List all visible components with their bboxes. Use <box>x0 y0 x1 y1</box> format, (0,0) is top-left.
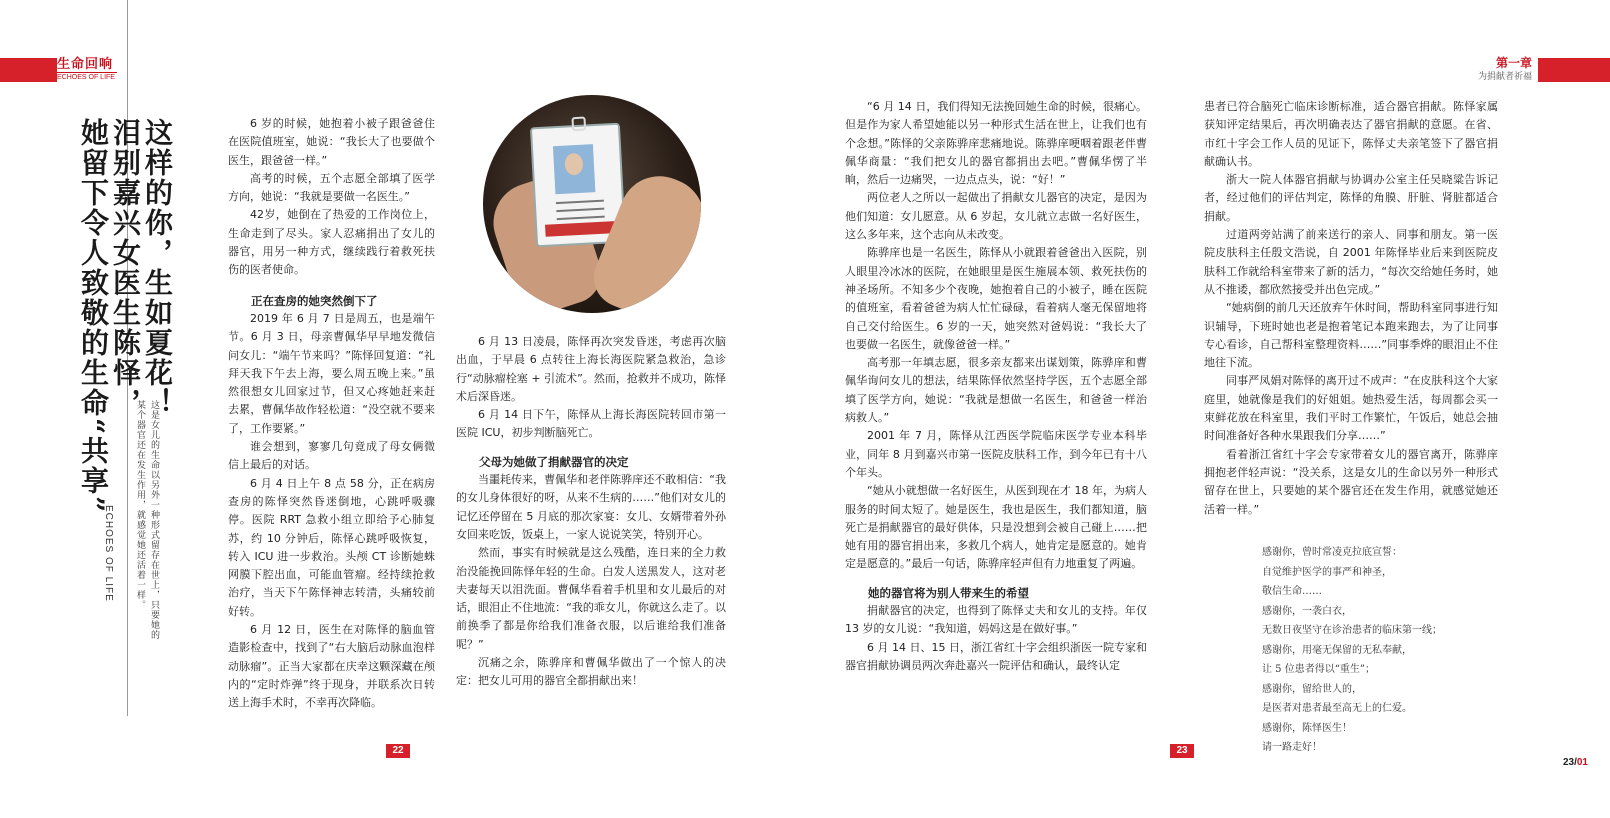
paragraph: 谁会想到，寥寥几句竟成了母女俩微信上最后的对话。 <box>228 440 435 472</box>
chapter-title: 第一章 <box>1495 56 1532 70</box>
hospital-logo-strip <box>545 221 618 237</box>
chapter-header <box>1478 56 1532 83</box>
paragraph: 6 岁的时候，她抱着小被子跟爸爸住在医院值班室，她说：“我长大了也要做个医生，跟爸爸一样。” <box>228 117 435 167</box>
section-heading: 正在查房的她突然倒下了 <box>251 293 378 308</box>
paragraph: 高考的时候，五个志愿全部填了医学方向，她说：“我就是要做一名医生。” <box>228 171 435 204</box>
chapter-subtitle: 为捐献者祈福 <box>1477 72 1532 82</box>
poem-line: 感谢你，一袭白衣， <box>1262 605 1352 617</box>
article-column-1 <box>228 115 435 713</box>
paragraph: 患者已符合脑死亡临床诊断标准，适合器官捐献。陈怿家属获知评定结果后，再次明确表达了器官捐献的意愿。在省、市红十字会工作人员的见证下，陈怿丈夫亲笔签下了器官捐献确认书。 <box>1204 100 1498 168</box>
paragraph: 看着浙江省红十字会专家带着女儿的器官离开，陈骅庠拥抱老伴轻声说：“没关系，这是女儿的生命以另外一种形式留存在世上，只要她的某个器官还在发生作用，就感觉她还活着一样。” <box>1204 447 1498 516</box>
badge-clip <box>571 117 586 132</box>
poem-line: 感谢你，陈怿医生！ <box>1262 722 1352 734</box>
paragraph: 同事严凤娟对陈怿的离开过不成声：“在皮肤科这个大家庭里，她就像是我们的好姐姐。她热爱生活，每周都会买一束鲜花放在科室里，我们平时工作繁忙，午饭后，她总会抽时间准备好各种水果跟我们分享……” <box>1204 374 1498 443</box>
paragraph: 浙大一院人体器官捐献与协调办公室主任吴晓粱告诉记者，经过他们的评估判定，陈怿的角膜、肝脏、肾脏都适合捐献。 <box>1204 173 1498 223</box>
paragraph: 当噩耗传来，曹佩华和老伴陈骅庠还不敢相信：“我的女儿身体很好的呀，从来不生病的……”他们对女儿的记忆还停留在 5 月底的那次家宴：女儿、女婿带着外孙女回来吃饭，饭桌上，一家人说说笑笑，特别开心。 <box>456 473 726 541</box>
paragraph: 捐献器官的决定，也得到了陈怿丈夫和女儿的支持。年仅 13 岁的女儿说：“我知道，妈妈这是在做好事。” <box>845 604 1147 636</box>
poem-line: 感谢你，用毫无保留的无私奉献， <box>1262 644 1412 656</box>
page-number-corner <box>1563 757 1588 768</box>
tribute-poem <box>1262 543 1442 758</box>
paragraph: 高考那一年填志愿，很多亲友都来出谋划策，陈骅庠和曹佩华询问女儿的想法，结果陈怿依然坚持学医，五个志愿全部填了医学方向，她说：“我就是想做一名医生，和爸爸一样治病救人。” <box>845 356 1147 425</box>
paragraph: 6 月 14 日、15 日，浙江省红十字会组织浙医一院专家和器官捐献协调员两次奔赴嘉兴一院评估和确认，最终认定 <box>845 640 1147 672</box>
paragraph: 过道两旁站满了前来送行的亲人、同事和朋友。第一医院皮肤科主任殷文浩说，自 2001 年陈怿毕业后来到医院皮肤科工作就给科室带来了新的活力，“每次交给她任务时，她从不推诿，都欣然接受并出色完成。” <box>1204 228 1498 296</box>
paragraph: 然而，事实有时候就是这么残酷，连日来的全力救治没能挽回陈怿年轻的生命。白发人送黑发人，这对老夫妻每天以泪洗面。曹佩华看着手机里和女儿最后的对话，眼泪止不住地流：“我的乖女儿，你就这么走了。以前换季了都是你给我们准备衣服，以后谁给我们准备呢？” <box>456 546 726 651</box>
header-red-bar-right <box>1538 58 1610 82</box>
paragraph: “6 月 14 日，我们得知无法挽回她生命的时候，很痛心。但是作为家人希望她能以另一种形式生活在世上，让我们也有个念想。”陈怿的父亲陈骅庠悲痛地说。陈骅庠哽咽着跟老伴曹佩华商量：“我们把女儿的器官都捐出去吧。”曹佩华愣了半晌，然后一边痛哭，一边点点头，说：“好！” <box>845 100 1147 187</box>
paragraph: 6 月 4 日上午 8 点 58 分，正在病房查房的陈怿突然昏迷倒地，心跳呼吸骤停。医院 RRT 急救小组立即给予心肺复苏，约 10 分钟后，陈怿心跳呼吸恢复，转入 ICU 进一步救治。头颅 CT 诊断她蛛网膜下腔出血，可能血管瘤。经持续抢救治疗，当天下午陈怿神志转清，头痛较前好转。 <box>228 476 435 618</box>
paragraph: 6 月 12 日，医生在对陈怿的脑血管造影检查中，找到了“右大脑后动脉血泡样动脉瘤”。正当大家都在庆幸这颗深藏在颅内的“定时炸弹”终于现身，并联系次日转送上海手术时，不幸再次降临。 <box>228 623 435 710</box>
poem-line: 敬信生命…… <box>1262 586 1322 597</box>
headline-line3: 她留下令人致敬的生命“共享” <box>77 118 110 515</box>
id-badge-photo <box>483 95 701 313</box>
paragraph: 陈骅庠也是一名医生，陈怿从小就跟着爸爸出入医院，别人眼里冷冰冰的医院，在她眼里是医生施展本领、救死扶伤的神圣场所。不知多少个夜晚，她抱着自己的小被子，睡在医院的值班室，看着爸爸为病人忙忙碌碌，看着病人毫无保留地将自己交付给医生。6 岁的一天，她突然对爸妈说：“我长大了也要做一名医生，就像爸爸一样。” <box>845 246 1147 351</box>
poem-line: 自觉维护医学的事严和神圣， <box>1262 566 1392 578</box>
pull-quote-line2: 某个器官还在发生作用，就感觉她还活着一样。 <box>135 400 145 610</box>
brand-logo-text: 生命回响 <box>57 57 114 72</box>
header-red-bar-left <box>0 58 57 82</box>
page-number-left: 22 <box>386 744 410 758</box>
poem-line: 让 5 位患者得以“重生”； <box>1262 664 1375 675</box>
poem-line: 无数日夜坚守在诊治患者的临床第一线； <box>1262 625 1442 636</box>
paragraph: 6 月 14 日下午，陈怿从上海长海医院转回市第一医院 ICU，初步判断脑死亡。 <box>456 408 726 440</box>
headline-line2: 泪别嘉兴女医生陈怿， <box>109 118 142 418</box>
poem-line: 感谢你，留给世人的， <box>1262 683 1362 695</box>
brand-logo-sub: ECHOES OF LIFE <box>57 72 117 82</box>
paragraph: 6 月 13 日凌晨，陈怿再次突发昏迷，考虑再次脑出血，于早晨 6 点转往上海长海医院紧急救治，急诊行“动脉瘤栓塞 + 引流术”。然而，抢救并不成功，陈怿术后深昏迷。 <box>456 335 726 403</box>
paragraph: 42岁，她倒在了热爱的工作岗位上，生命走到了尽头。家人忍痛捐出了女儿的器官，用另一种方式，继续践行着救死扶伤的医者使命。 <box>228 208 435 277</box>
poem-line: 感谢你，曾时常凌克拉底宣誓： <box>1262 547 1402 558</box>
paragraph: 沉痛之余，陈骅庠和曹佩华做出了一个惊人的决定：把女儿可用的器官全都捐献出来！ <box>456 656 726 688</box>
portrait <box>553 144 595 194</box>
page-number-corner-a: 23/ <box>1562 757 1577 768</box>
article-column-4 <box>1204 98 1498 519</box>
echoes-of-life-label: ECHOES OF LIFE <box>103 505 114 602</box>
article-column-2 <box>456 333 726 691</box>
headline-line1: 这样的你，生如夏花！ <box>141 118 174 418</box>
section-heading: 父母为她做了捐献器官的决定 <box>479 454 629 469</box>
pull-quote-line1: 这是女儿的生命以另外一种形式留存在世上，只要她的 <box>149 400 159 640</box>
page-number-corner-b: 01 <box>1576 757 1588 768</box>
brand-logo <box>57 58 117 84</box>
paragraph: “她病倒的前几天还放弃午休时间，帮助科室同事进行知识辅导，下班时她也老是抱着笔记本跑来跑去，为了让同事专心看诊，自己帮科室整理资料……”同事季烨的眼泪止不住地往下流。 <box>1204 301 1498 370</box>
paragraph: 2001 年 7 月，陈怿从江西医学院临床医学专业本科毕业，同年 8 月到嘉兴市第一医院皮肤科工作，到今年已有十八个年头。 <box>845 429 1147 479</box>
page-number-right: 23 <box>1170 744 1194 758</box>
article-column-3 <box>845 98 1147 675</box>
paragraph: 两位老人之所以一起做出了捐献女儿器官的决定，是因为他们知道：女儿愿意。从 6 岁起，女儿就立志做一名好医生，这么多年来，这个志向从未改变。 <box>845 191 1147 242</box>
poem-line: 是医者对患者最至高无上的仁爱。 <box>1262 703 1412 714</box>
paragraph: 2019 年 6 月 7 日是周五，也是端午节。6 月 3 日，母亲曹佩华早早地发微信问女儿：“端午节来吗？”陈怿回复道：“礼拜天我下午去上海，要么周五晚上来。”虽然很想女儿回家过节，但又心疼她赶来赶去累，曹佩华故作轻松道：“没空就不要来了，工作要紧。” <box>228 311 435 435</box>
poem-line: 请一路走好！ <box>1262 742 1322 753</box>
paragraph: “她从小就想做一名好医生，从医到现在才 18 年，为病人服务的时间太短了。她是医生，我也是医生，我们都知道，脑死亡是捐献器官的最好供体，只是没想到会被自己碰上……把她有用的器官捐出来，多救几个病人，她肯定是愿意的。她肯定是愿意的。”最后一句话，陈骅庠轻声但有力地重复了两遍。 <box>845 484 1147 571</box>
section-heading: 她的器官将为别人带来生的希望 <box>868 585 1029 600</box>
